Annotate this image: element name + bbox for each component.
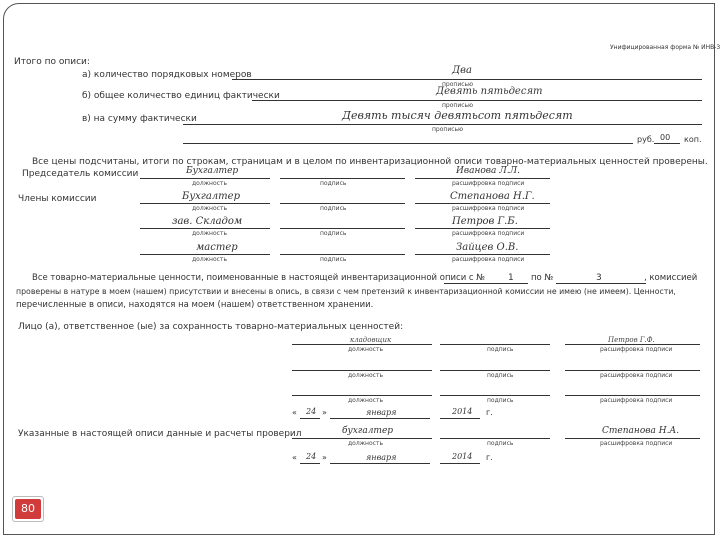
checker-date-day-line bbox=[300, 463, 320, 464]
totals-b-label: б) общее количество единиц фактически bbox=[82, 91, 280, 101]
statement-line2: проверены в натуре в моем (нашем) присутствии и внесены в опись, в связи с чем претензий к инвентаризационной комиссии не имею (не имеем). Ценности, bbox=[16, 287, 676, 296]
caption-signature: подпись bbox=[320, 256, 347, 263]
totals-c-caption: прописью bbox=[432, 126, 464, 133]
kop-line bbox=[654, 143, 680, 144]
caption-position: должность bbox=[192, 230, 227, 237]
checker-name: Степанова Н.А. bbox=[602, 426, 680, 436]
caption-signature: подпись bbox=[487, 346, 514, 353]
verified-text: Все цены подсчитаны, итоги по строкам, страницам и в целом по инвентаризационной описи товарно-материальных ценностей проверены. bbox=[32, 157, 708, 167]
totals-c-line2 bbox=[183, 143, 633, 144]
caption-decoding: расшифровка подписи bbox=[600, 346, 673, 353]
resp-date-month: января bbox=[366, 408, 397, 417]
caption-position: должность bbox=[192, 180, 227, 187]
member2-position: зав. Складом bbox=[172, 216, 243, 227]
statement-line3: перечисленные в описи, находятся на моем (нашем) ответственном хранении. bbox=[16, 300, 374, 310]
caption-position: должность bbox=[348, 346, 383, 353]
resp1-position: кладовщик bbox=[350, 336, 392, 344]
caption-signature: подпись bbox=[487, 397, 514, 404]
checker-label: Указанные в настоящей описи данные и расчеты проверил bbox=[18, 429, 302, 439]
caption-position: должность bbox=[348, 397, 383, 404]
caption-signature: подпись bbox=[320, 230, 347, 237]
totals-header: Итого по описи: bbox=[14, 57, 90, 67]
to-no: 3 bbox=[596, 273, 602, 283]
member3-decoding-line bbox=[415, 254, 550, 255]
chairman-position: Бухгалтер bbox=[186, 166, 239, 176]
totals-a-value: Два bbox=[452, 65, 472, 76]
totals-c-value: Девять тысяч девятьсот пятьдесят bbox=[342, 109, 573, 122]
resp1-decoding-line bbox=[565, 344, 700, 345]
resp-date-open: « bbox=[292, 408, 297, 417]
resp-date-day-line bbox=[300, 418, 320, 419]
kop-label: коп. bbox=[684, 135, 702, 144]
totals-b-caption: прописью bbox=[442, 102, 474, 109]
totals-a-caption: прописью bbox=[442, 81, 474, 88]
resp-date-year: 2014 bbox=[452, 407, 473, 416]
page-number: 80 bbox=[15, 499, 41, 519]
member2-name: Петров Г.Б. bbox=[452, 216, 518, 227]
caption-decoding: расшифровка подписи bbox=[600, 397, 673, 404]
member3-position-line bbox=[140, 254, 270, 255]
resp3-signature-line bbox=[440, 395, 550, 396]
resp-date-day: 24 bbox=[306, 407, 317, 416]
checker-date-g: г. bbox=[486, 453, 493, 462]
statement-line1-pre: Все товарно-материальные ценности, поименованные в настоящей инвентаризационной описи с № bbox=[32, 273, 486, 283]
checker-date-year: 2014 bbox=[452, 452, 473, 461]
to-label: по № bbox=[531, 273, 554, 283]
resp1-name: Петров Г.Ф. bbox=[608, 336, 655, 344]
caption-decoding: расшифровка подписи bbox=[452, 180, 525, 187]
caption-position: должность bbox=[192, 256, 227, 263]
checker-date-close: » bbox=[322, 453, 327, 462]
member2-decoding-line bbox=[415, 228, 550, 229]
resp3-position-line bbox=[292, 395, 432, 396]
caption-position: должность bbox=[348, 440, 383, 447]
member1-position-line bbox=[140, 203, 270, 204]
checker-date-month-line bbox=[330, 463, 430, 464]
to-no-line bbox=[556, 283, 646, 284]
rub-label: руб. bbox=[637, 135, 655, 144]
totals-a-line bbox=[232, 79, 702, 80]
chairman-decoding-line bbox=[415, 178, 550, 179]
caption-decoding: расшифровка подписи bbox=[452, 205, 525, 212]
chairman-position-line bbox=[140, 178, 270, 179]
checker-date-day: 24 bbox=[306, 452, 317, 461]
resp2-position-line bbox=[292, 370, 432, 371]
member3-signature-line bbox=[280, 254, 405, 255]
caption-signature: подпись bbox=[320, 205, 347, 212]
chairman-name: Иванова Л.Л. bbox=[456, 166, 521, 176]
resp-date-month-line bbox=[330, 418, 430, 419]
chairman-label: Председатель комиссии bbox=[22, 169, 139, 179]
checker-date-open: « bbox=[292, 453, 297, 462]
member1-decoding-line bbox=[415, 203, 550, 204]
member3-name: Зайцев О.В. bbox=[456, 242, 519, 253]
checker-decoding-line bbox=[565, 438, 700, 439]
caption-position: должность bbox=[192, 205, 227, 212]
member2-signature-line bbox=[280, 228, 405, 229]
caption-decoding: расшифровка подписи bbox=[452, 230, 525, 237]
totals-b-line bbox=[252, 100, 702, 101]
chairman-signature-line bbox=[280, 178, 405, 179]
resp-date-close: » bbox=[322, 408, 327, 417]
totals-a-label: а) количество порядковых номеров bbox=[82, 70, 252, 80]
caption-decoding: расшифровка подписи bbox=[600, 440, 673, 447]
member1-position: Бухгалтер bbox=[182, 191, 240, 202]
checker-signature-line bbox=[440, 438, 550, 439]
resp-date-year-line bbox=[440, 418, 480, 419]
checker-date-month: января bbox=[366, 453, 397, 462]
from-no: 1 bbox=[508, 273, 514, 283]
caption-decoding: расшифровка подписи bbox=[600, 372, 673, 379]
caption-signature: подпись bbox=[487, 440, 514, 447]
statement-line1-post: , комиссией bbox=[644, 273, 698, 283]
member3-position: мастер bbox=[196, 242, 238, 253]
caption-position: должность bbox=[348, 372, 383, 379]
caption-signature: подпись bbox=[320, 180, 347, 187]
totals-c-line bbox=[183, 124, 702, 125]
document-frame bbox=[3, 3, 715, 535]
resp1-position-line bbox=[292, 344, 432, 345]
totals-b-value: Девять пятьдесят bbox=[436, 86, 543, 97]
caption-decoding: расшифровка подписи bbox=[452, 256, 525, 263]
members-label: Члены комиссии bbox=[18, 194, 97, 204]
checker-date-year-line bbox=[440, 463, 480, 464]
totals-c-label: в) на сумму фактически bbox=[82, 114, 197, 124]
form-code: Унифицированная форма № ИНВ-3 bbox=[610, 44, 720, 51]
resp2-signature-line bbox=[440, 370, 550, 371]
responsible-label: Лицо (а), ответственное (ые) за сохранность товарно-материальных ценностей: bbox=[18, 322, 404, 332]
resp1-signature-line bbox=[440, 344, 550, 345]
resp-date-g: г. bbox=[486, 408, 493, 417]
member2-position-line bbox=[140, 228, 270, 229]
from-no-line bbox=[444, 283, 528, 284]
checker-position-line bbox=[292, 438, 432, 439]
caption-signature: подпись bbox=[487, 372, 514, 379]
member1-name: Степанова Н.Г. bbox=[450, 191, 535, 202]
resp3-decoding-line bbox=[565, 395, 700, 396]
member1-signature-line bbox=[280, 203, 405, 204]
page-number-badge bbox=[12, 496, 44, 522]
kop-value: 00 bbox=[660, 133, 671, 142]
resp2-decoding-line bbox=[565, 370, 700, 371]
checker-position: бухгалтер bbox=[342, 426, 394, 436]
